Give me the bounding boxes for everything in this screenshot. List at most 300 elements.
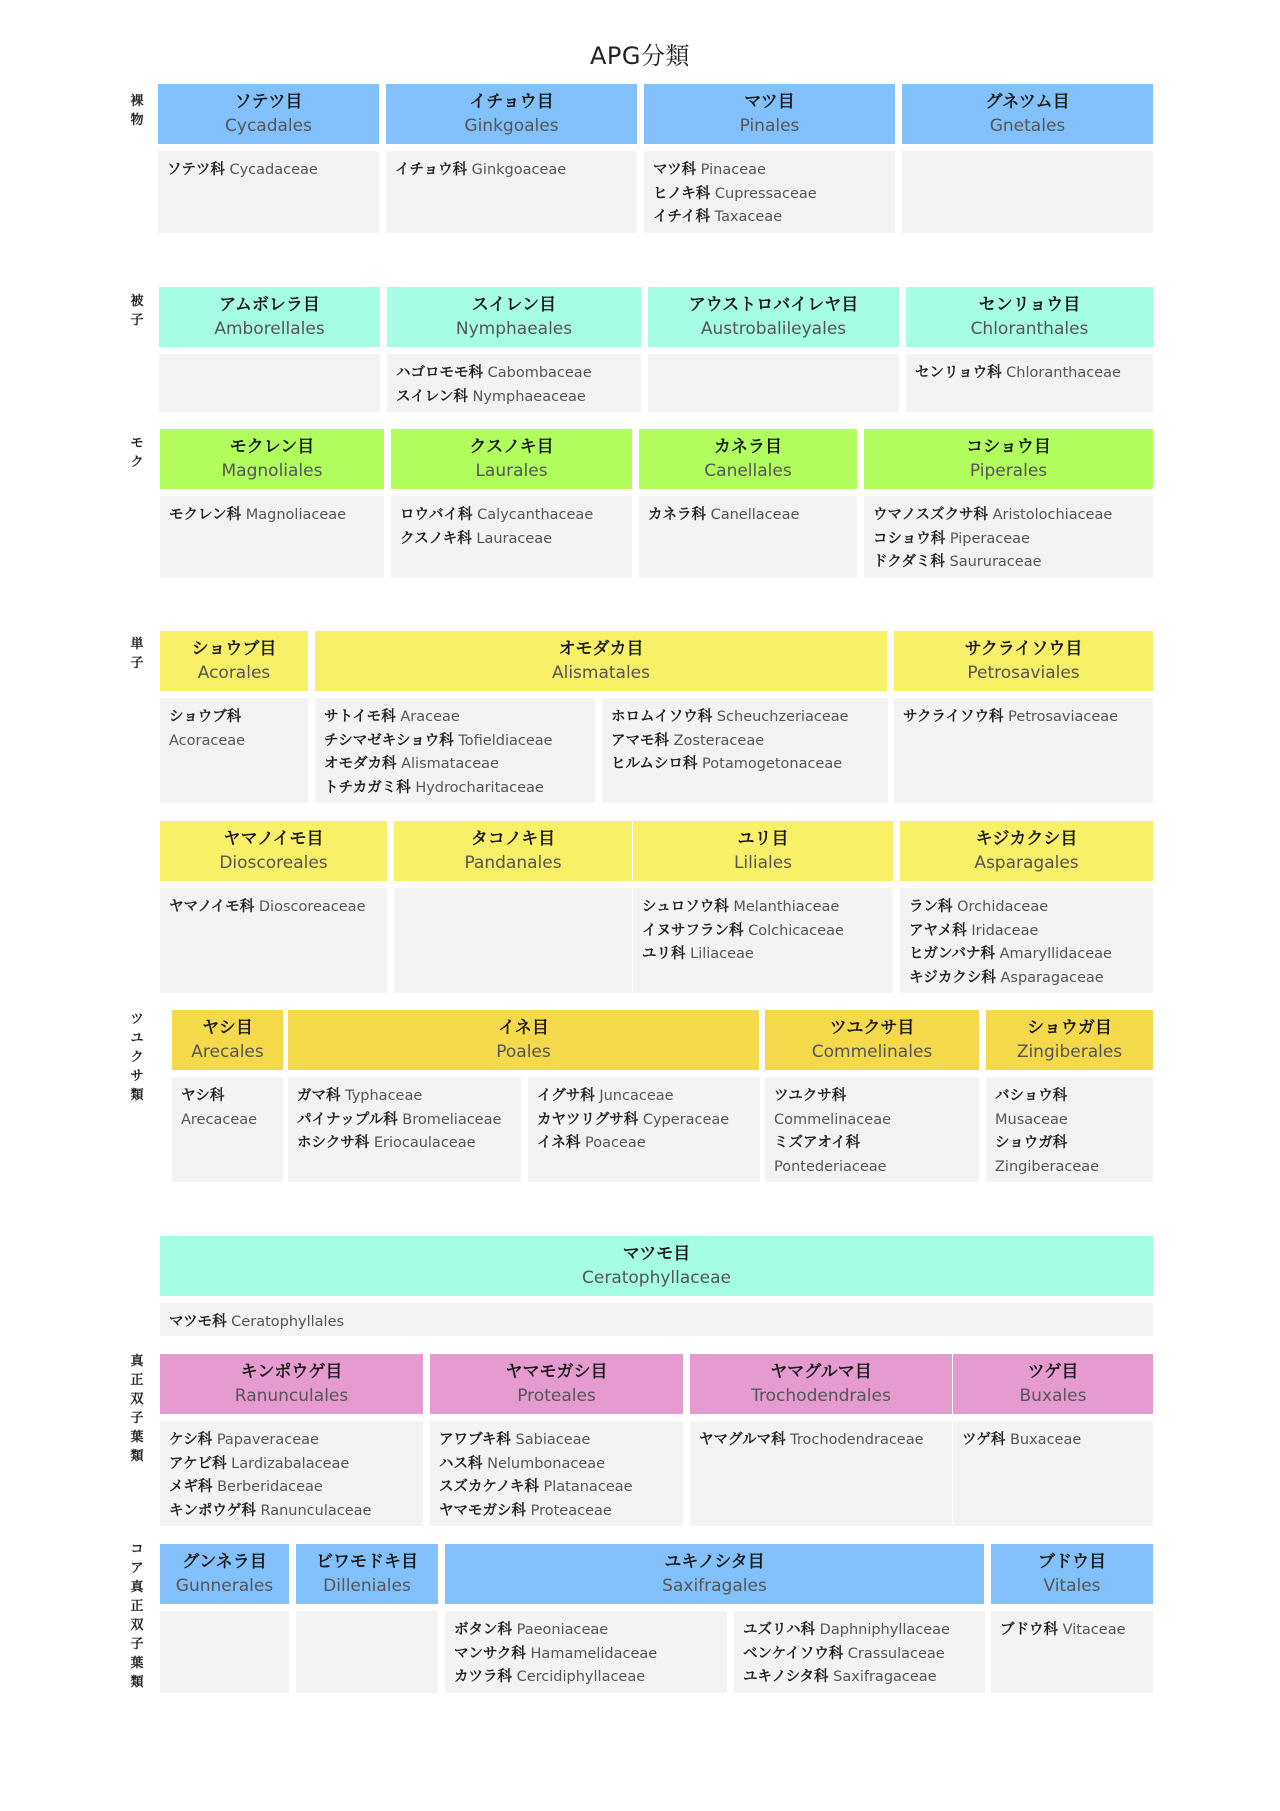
order-name-ja: サクライソウ目 (964, 639, 1083, 659)
family-name-en: Commelinaceae (774, 1111, 891, 1128)
family-name-en: Cupressaceae (710, 185, 817, 202)
family-item (324, 777, 586, 801)
family-name-ja: キンポウゲ科 (169, 1502, 256, 1519)
family-item (297, 1132, 512, 1156)
family-item (167, 159, 370, 183)
order-name-ja: ヤマグルマ目 (770, 1362, 872, 1382)
family-name-en: Proteaceae (526, 1502, 612, 1519)
order-name-ja: オモダカ目 (558, 639, 644, 659)
page-title: APG分類 (590, 42, 690, 70)
order-header (648, 287, 899, 347)
order-name-en: Canellales (704, 461, 792, 481)
family-name-ja: オモダカ科 (324, 756, 397, 772)
family-item (169, 504, 375, 528)
family-name-ja: パイナップル科 (297, 1111, 398, 1128)
family-name-ja: ユキノシタ科 (743, 1669, 829, 1685)
family-name-ja: バショウ科 (995, 1088, 1068, 1104)
group-label: 被子 (130, 294, 144, 328)
family-item (909, 943, 1144, 967)
family-name-en: Tofieldiaceae (453, 732, 553, 749)
order-header (894, 631, 1153, 691)
family-name-en: Daphniphyllaceae (815, 1622, 950, 1638)
order-header (158, 84, 379, 144)
family-name-en: Papaveraceae (212, 1432, 319, 1448)
family-name-ja: アケビ科 (169, 1455, 227, 1472)
order-name-en: Piperales (969, 461, 1048, 481)
order-header (902, 84, 1153, 144)
family-name-ja: ミズアオイ科 (774, 1135, 861, 1151)
family-name-en: Cyperaceae (638, 1111, 730, 1128)
group-label: 真正双子葉類 (130, 1354, 144, 1464)
family-name-en: Trochodendraceae (785, 1432, 924, 1448)
family-name-en: Nymphaeaceae (467, 388, 586, 405)
family-name-ja: ショウブ科 (169, 709, 242, 725)
order-header (394, 821, 632, 881)
family-item (699, 1429, 943, 1453)
family-name-ja: マンサク科 (454, 1645, 526, 1662)
order-name-en: Zingiberales (1016, 1042, 1123, 1062)
family-name-ja: ドクダミ科 (873, 554, 945, 570)
family-name-ja: ユリ科 (642, 946, 686, 962)
family-name-ja: ラン科 (909, 899, 953, 915)
family-item (400, 504, 623, 528)
family-item (454, 1666, 718, 1690)
family-name-en: Sabiaceae (510, 1432, 591, 1448)
order-header (639, 429, 857, 489)
family-item (873, 504, 1144, 528)
family-panel (894, 698, 1153, 803)
family-name-en: Alismataceae (396, 756, 499, 772)
order-header (159, 287, 380, 347)
order-name-ja: コショウ目 (966, 437, 1051, 457)
family-item (396, 362, 632, 386)
family-item (1000, 1619, 1144, 1643)
order-name-ja: モクレン目 (229, 437, 315, 457)
family-name-en: Liliaceae (685, 946, 754, 962)
family-item (297, 1109, 512, 1133)
family-name-ja: ホシクサ科 (297, 1135, 370, 1151)
family-name-en: Piperaceae (945, 530, 1030, 547)
family-panel (172, 1077, 283, 1182)
family-name-en: Cercidiphyllaceae (512, 1669, 646, 1685)
family-item (169, 896, 378, 920)
order-name-en: Trochodendrales (751, 1386, 891, 1406)
order-header (900, 821, 1153, 881)
family-name-ja: ヒノキ科 (653, 185, 711, 202)
family-name-ja: イヌサフラン科 (642, 922, 744, 939)
family-item (439, 1476, 674, 1500)
family-name-ja: トチカガミ科 (324, 779, 411, 796)
order-name-en: Saxifragales (662, 1576, 767, 1596)
order-name-ja: センリョウ目 (978, 295, 1081, 315)
family-panel (160, 698, 308, 803)
family-item (297, 1085, 512, 1109)
order-name-en: Liliales (733, 853, 793, 873)
family-name-ja: メギ科 (169, 1479, 213, 1495)
family-panel (288, 1077, 521, 1182)
group-label: コア真正双子葉類 (130, 1542, 144, 1690)
family-panel (690, 1421, 952, 1526)
family-name-ja: カネラ科 (648, 507, 706, 523)
family-name-en: Petrosaviaceae (1003, 709, 1119, 725)
family-name-en: Musaceae (995, 1111, 1068, 1128)
order-name-ja: ブドウ目 (1038, 1552, 1106, 1572)
order-name-ja: ショウブ目 (191, 639, 277, 659)
order-name-ja: ツユクサ目 (829, 1018, 915, 1038)
group-label: 裸物 (130, 94, 144, 128)
order-name-en: Laurales (475, 461, 548, 481)
family-panel (644, 151, 895, 233)
order-name-ja: グネツム目 (985, 92, 1070, 112)
family-name-ja: ハゴロモモ科 (396, 365, 483, 381)
family-name-ja: クスノキ科 (400, 530, 472, 547)
family-panel (906, 354, 1153, 412)
family-panel (602, 698, 888, 803)
order-header (765, 1010, 979, 1070)
order-name-ja: イチョウ目 (469, 92, 554, 112)
order-header (991, 1544, 1153, 1604)
family-item (648, 504, 848, 528)
order-name-ja: スイレン目 (471, 295, 557, 315)
order-name-ja: ショウガ目 (1027, 1018, 1112, 1038)
family-panel (160, 1303, 1153, 1336)
family-panel (159, 354, 380, 412)
order-header (953, 1354, 1153, 1414)
family-item (962, 1429, 1144, 1453)
family-item (642, 896, 884, 920)
family-item (653, 206, 886, 230)
family-name-en: Lardizabalaceae (226, 1455, 350, 1472)
family-name-ja: ハス科 (439, 1455, 483, 1472)
family-item (743, 1619, 976, 1643)
family-name-ja: ガマ科 (297, 1088, 341, 1104)
order-name-en: Vitales (1043, 1576, 1101, 1596)
order-name-ja: キジカクシ目 (975, 829, 1078, 849)
order-name-ja: マツモ目 (622, 1244, 691, 1264)
family-name-ja: コショウ科 (873, 530, 946, 547)
family-name-en: Berberidaceae (212, 1479, 323, 1495)
family-name-ja: カツラ科 (454, 1669, 512, 1685)
order-name-ja: ソテツ目 (234, 92, 303, 112)
order-header (864, 429, 1153, 489)
order-name-ja: ビワモドキ目 (316, 1552, 418, 1572)
family-name-en: Ranunculaceae (255, 1502, 372, 1519)
family-panel (900, 888, 1153, 993)
order-name-ja: アウストロバイレヤ目 (688, 295, 859, 315)
family-name-en: Colchicaceae (743, 922, 844, 939)
family-name-en: Poaceae (580, 1135, 646, 1151)
family-name-ja: スズカケノキ科 (439, 1479, 539, 1495)
family-name-en: Orchidaceae (952, 899, 1049, 915)
family-item (909, 967, 1144, 991)
family-item (400, 528, 623, 552)
order-name-ja: カネラ目 (714, 437, 782, 457)
family-item (903, 706, 1144, 730)
family-name-en: Araceae (395, 709, 460, 725)
family-item (774, 1085, 970, 1132)
order-header (633, 821, 893, 881)
family-name-ja: アヤメ科 (909, 922, 967, 939)
order-header (315, 631, 887, 691)
family-name-en: Pontederiaceae (774, 1158, 887, 1175)
family-panel (864, 496, 1153, 578)
family-item (169, 1429, 414, 1453)
family-item (653, 183, 886, 207)
family-name-ja: ヤマモガシ科 (439, 1502, 526, 1519)
order-header (445, 1544, 984, 1604)
family-name-en: Crassulaceae (843, 1645, 945, 1662)
family-name-en: Eriocaulaceae (369, 1135, 476, 1151)
order-name-en: Ginkgoales (464, 116, 559, 136)
family-item (743, 1643, 976, 1667)
family-item (873, 551, 1144, 575)
order-name-ja: イネ目 (498, 1018, 549, 1038)
order-name-en: Austrobalileyales (700, 319, 847, 339)
family-item (324, 753, 586, 777)
family-item (169, 1476, 414, 1500)
family-name-en: Iridaceae (966, 922, 1039, 939)
order-name-ja: キンポウゲ目 (240, 1362, 343, 1382)
family-name-ja: ユズリハ科 (743, 1622, 816, 1638)
family-name-en: Scheuchzeriaceae (712, 709, 849, 725)
family-name-en: Ceratophyllales (226, 1314, 345, 1330)
family-name-en: Saxifragaceae (828, 1669, 937, 1685)
group-label: モク (130, 436, 144, 470)
family-name-en: Melanthiaceae (728, 899, 840, 915)
group-label: ツユクサ類 (130, 1012, 144, 1103)
family-name-ja: マツ科 (653, 162, 697, 178)
order-name-en: Gnetales (989, 116, 1066, 136)
family-name-en: Platanaceae (538, 1479, 633, 1495)
family-panel (633, 888, 893, 993)
family-item (324, 730, 586, 754)
family-name-ja: ヤマグルマ科 (699, 1432, 786, 1448)
family-name-ja: ツゲ科 (962, 1432, 1006, 1448)
family-name-ja: チシマゼキショウ科 (324, 732, 454, 749)
order-name-en: Commelinales (811, 1042, 933, 1062)
family-panel (430, 1421, 683, 1526)
family-item (537, 1132, 751, 1156)
family-name-ja: ショウガ科 (995, 1135, 1068, 1151)
family-name-ja: ヤシ科 (181, 1088, 225, 1104)
family-name-en: Buxaceae (1005, 1432, 1082, 1448)
family-item (439, 1500, 674, 1524)
family-name-ja: ソテツ科 (167, 162, 225, 178)
family-name-en: Arecaceae (181, 1111, 258, 1128)
order-name-en: Cycadales (225, 116, 312, 136)
family-panel (315, 698, 595, 803)
family-item (743, 1666, 976, 1690)
family-panel (991, 1611, 1153, 1693)
family-name-en: Nelumbonaceae (482, 1455, 606, 1472)
order-name-en: Proteales (517, 1386, 596, 1406)
family-panel (394, 888, 632, 993)
order-name-en: Buxales (1019, 1386, 1087, 1406)
family-name-en: Typhaceae (340, 1088, 423, 1104)
family-name-ja: ベンケイソウ科 (743, 1645, 844, 1662)
order-name-en: Ceratophyllaceae (582, 1268, 731, 1288)
family-name-ja: イチイ科 (653, 209, 710, 225)
family-name-en: Amaryllidaceae (995, 946, 1112, 962)
family-name-ja: ホロムイソウ科 (611, 709, 713, 725)
order-name-en: Dioscoreales (219, 853, 328, 873)
family-name-ja: スイレン科 (396, 388, 468, 405)
family-panel (160, 1611, 289, 1693)
order-name-ja: クスノキ目 (469, 437, 554, 457)
family-item (611, 753, 879, 777)
order-name-ja: グンネラ目 (182, 1552, 267, 1572)
family-name-en: Hydrocharitaceae (410, 779, 544, 796)
family-name-en: Zingiberaceae (995, 1158, 1100, 1175)
order-header (906, 287, 1153, 347)
order-name-ja: アムボレラ目 (219, 295, 320, 315)
order-header (986, 1010, 1153, 1070)
family-panel (158, 151, 379, 233)
family-item (909, 920, 1144, 944)
order-name-ja: ヤマモガシ目 (505, 1362, 608, 1382)
family-item (611, 730, 879, 754)
family-item (169, 1311, 1144, 1335)
family-name-ja: ヤマノイモ科 (169, 899, 255, 915)
order-header (644, 84, 895, 144)
family-name-ja: ケシ科 (169, 1432, 213, 1448)
family-name-en: Aristolochiaceae (987, 507, 1113, 523)
family-name-ja: ボタン科 (454, 1622, 512, 1638)
order-header (160, 1354, 423, 1414)
family-name-ja: センリョウ科 (915, 365, 1002, 381)
family-panel (639, 496, 857, 578)
family-panel (734, 1611, 985, 1693)
family-panel (386, 151, 637, 233)
order-name-en: Ranunculales (234, 1386, 349, 1406)
family-item (611, 706, 879, 730)
family-name-en: Taxaceae (710, 209, 783, 225)
family-name-en: Bromeliaceae (397, 1111, 502, 1128)
family-name-ja: アマモ科 (611, 732, 669, 749)
order-header (160, 1236, 1153, 1296)
family-name-en: Juncaceae (594, 1088, 674, 1104)
family-name-ja: アワブキ科 (439, 1432, 511, 1448)
family-item (181, 1085, 274, 1132)
order-name-en: Nymphaeales (455, 319, 573, 339)
order-header (386, 84, 637, 144)
family-name-en: Dioscoreaceae (254, 899, 366, 915)
family-item (873, 528, 1144, 552)
order-header (387, 287, 641, 347)
family-name-ja: キジカクシ科 (909, 969, 996, 986)
order-header (160, 821, 387, 881)
family-panel (986, 1077, 1153, 1182)
family-panel (953, 1421, 1153, 1526)
order-name-en: Chloranthales (970, 319, 1089, 339)
family-name-en: Vitaceae (1058, 1622, 1126, 1638)
order-name-en: Pandanales (464, 853, 562, 873)
family-name-ja: サクライソウ科 (903, 709, 1004, 725)
order-name-en: Arecales (191, 1042, 264, 1062)
family-name-ja: ツユクサ科 (774, 1088, 847, 1104)
family-name-en: Paeoniaceae (512, 1622, 609, 1638)
order-name-en: Asparagales (974, 853, 1079, 873)
order-name-en: Poales (496, 1042, 551, 1062)
family-panel (387, 354, 641, 412)
order-header (430, 1354, 683, 1414)
family-panel (765, 1077, 979, 1182)
order-header (160, 631, 308, 691)
family-item (454, 1643, 718, 1667)
family-item (395, 159, 628, 183)
family-name-ja: マツモ科 (169, 1314, 227, 1330)
family-item (324, 706, 586, 730)
order-header (690, 1354, 952, 1414)
order-name-ja: ユキノシタ目 (664, 1552, 765, 1572)
family-name-ja: ウマノスズクサ科 (873, 507, 988, 523)
family-panel (160, 888, 387, 993)
order-name-en: Magnoliales (221, 461, 323, 481)
family-name-ja: イチョウ科 (395, 162, 468, 178)
family-name-ja: ブドウ科 (1000, 1622, 1058, 1638)
family-item (774, 1132, 970, 1179)
family-panel (160, 1421, 423, 1526)
order-name-en: Pinales (739, 116, 800, 136)
family-name-en: Acoraceae (169, 732, 246, 749)
family-name-ja: モクレン科 (169, 507, 242, 523)
family-panel (445, 1611, 727, 1693)
family-name-ja: ヒガンバナ科 (909, 946, 995, 962)
family-name-en: Hamamelidaceae (525, 1645, 658, 1662)
order-header (296, 1544, 438, 1604)
family-name-ja: イグサ科 (537, 1088, 595, 1104)
order-header (172, 1010, 283, 1070)
family-item (396, 386, 632, 410)
order-header (391, 429, 632, 489)
family-name-en: Canellaceae (706, 507, 800, 523)
family-item (454, 1619, 718, 1643)
group-label: 単子 (130, 637, 144, 671)
family-panel (296, 1611, 438, 1693)
family-name-en: Zosteraceae (669, 732, 765, 749)
family-panel (902, 151, 1153, 233)
family-item (169, 1500, 414, 1524)
order-name-ja: タコノキ目 (470, 829, 556, 849)
order-name-ja: ヤシ目 (202, 1018, 253, 1038)
family-name-ja: ロウバイ科 (400, 507, 473, 523)
order-name-en: Acorales (197, 663, 271, 683)
order-name-en: Amborellales (214, 319, 325, 339)
family-name-en: Asparagaceae (995, 969, 1104, 986)
family-name-ja: イネ科 (537, 1135, 581, 1151)
family-item (909, 896, 1144, 920)
order-name-ja: ヤマノイモ目 (223, 829, 324, 849)
family-item (439, 1429, 674, 1453)
order-header (160, 429, 384, 489)
order-name-ja: ツゲ目 (1027, 1362, 1079, 1382)
family-item (995, 1132, 1144, 1179)
order-header (288, 1010, 759, 1070)
family-name-en: Pinaceae (696, 162, 766, 178)
family-name-en: Lauraceae (471, 530, 553, 547)
family-panel (391, 496, 632, 578)
family-item (169, 706, 299, 753)
family-name-ja: サトイモ科 (324, 709, 396, 725)
family-name-ja: カヤツリグサ科 (537, 1111, 639, 1128)
order-name-ja: ユリ目 (737, 829, 789, 849)
family-panel (648, 354, 899, 412)
family-name-en: Potamogetonaceae (697, 756, 843, 772)
family-item (642, 920, 884, 944)
family-item (169, 1453, 414, 1477)
family-name-ja: シュロソウ科 (642, 899, 729, 915)
order-name-en: Dilleniales (323, 1576, 411, 1596)
